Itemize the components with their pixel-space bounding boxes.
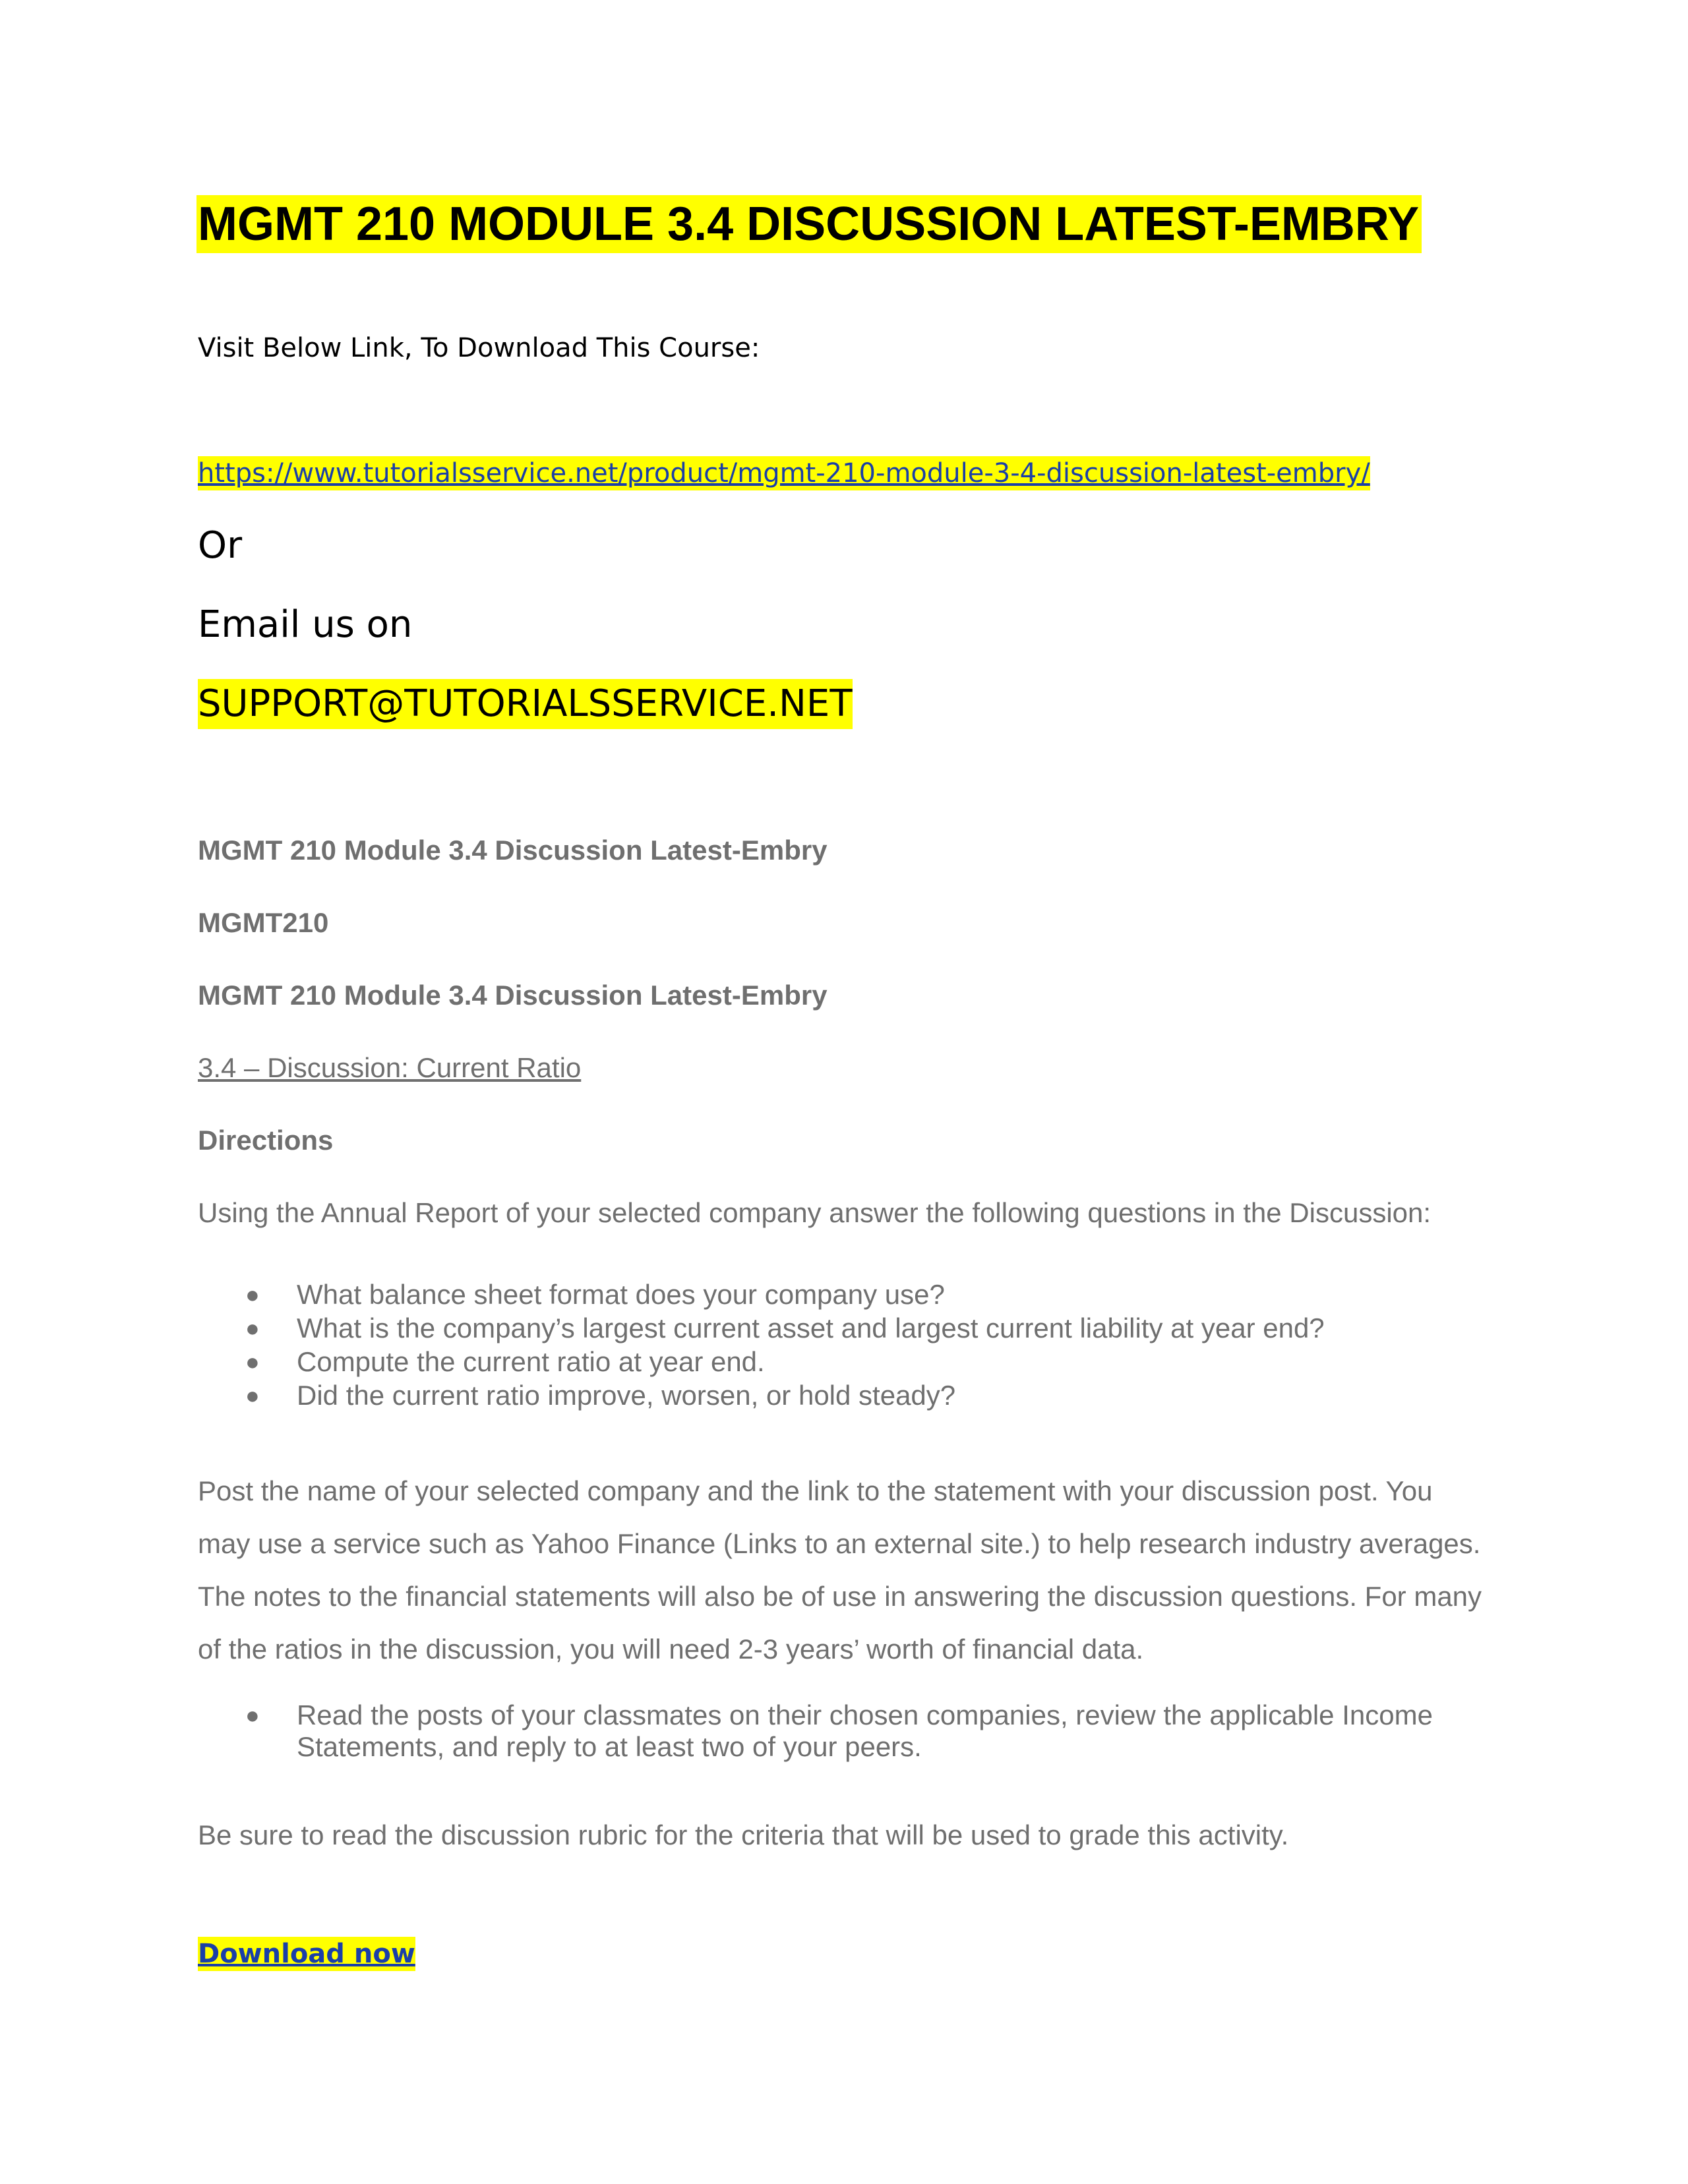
questions-list [244, 1278, 1325, 1412]
visit-instruction: Visit Below Link, To Download This Course: [198, 333, 760, 363]
list-item-text: What is the company’s largest current asset and largest current liability at year end? [297, 1313, 1325, 1343]
bullet-icon: ● [245, 1281, 260, 1308]
list-item [244, 1278, 1325, 1311]
paragraph-line: The notes to the financial statements will also be of use in answering the discussion questions. For many [198, 1581, 1482, 1612]
paragraph-line: Post the name of your selected company and the link to the statement with your discussion post. You [198, 1475, 1433, 1506]
list-item [244, 1345, 1325, 1378]
support-email[interactable]: SUPPORT@TUTORIALSSERVICE.NET [198, 679, 853, 729]
product-link[interactable]: https://www.tutorialsservice.net/product/mgmt-210-module-3-4-discussion-latest-embry/ [198, 458, 1370, 488]
bullet-icon: ● [245, 1701, 260, 1728]
list-item [244, 1378, 1325, 1412]
rubric-note: Be sure to read the discussion rubric for the criteria that will be used to grade this activity. [198, 1819, 1289, 1850]
directions-label: Directions [198, 1125, 334, 1156]
download-now-link[interactable]: Download now [198, 1939, 415, 1969]
download-link-container [198, 1937, 415, 1971]
list-item [244, 1699, 1433, 1763]
peer-reply-list [244, 1699, 1433, 1763]
list-item-text: Read the posts of your classmates on their chosen companies, review the applicable Income [297, 1699, 1433, 1730]
paragraph-line: may use a service such as Yahoo Finance (Links to an external site.) to help research industry averages. [198, 1528, 1481, 1559]
instructions-paragraph [198, 1465, 1490, 1676]
list-item-text: What balance sheet format does your company use? [297, 1279, 945, 1310]
course-code: MGMT210 [198, 907, 329, 938]
paragraph-line: of the ratios in the discussion, you will need 2-3 years’ worth of financial data. [198, 1634, 1144, 1665]
list-item-text: Compute the current ratio at year end. [297, 1346, 765, 1377]
list-item [244, 1311, 1325, 1345]
discussion-section-link[interactable]: 3.4 – Discussion: Current Ratio [198, 1052, 582, 1083]
directions-intro: Using the Annual Report of your selected company answer the following questions in the Discussion: [198, 1197, 1432, 1228]
bullet-icon: ● [245, 1348, 260, 1375]
product-link-container [198, 456, 1370, 490]
list-item-text: Did the current ratio improve, worsen, or hold steady? [297, 1380, 956, 1411]
page-title: MGMT 210 MODULE 3.4 DISCUSSION LATEST-EMBRY [196, 195, 1422, 253]
list-item-text: Statements, and reply to at least two of your peers. [297, 1731, 922, 1762]
content-subheading: MGMT 210 Module 3.4 Discussion Latest-Embry [198, 980, 828, 1011]
bullet-icon: ● [245, 1314, 260, 1342]
email-label: Email us on [198, 603, 413, 646]
or-text: Or [198, 524, 243, 567]
content-heading: MGMT 210 Module 3.4 Discussion Latest-Embry [198, 835, 828, 866]
bullet-icon: ● [245, 1382, 260, 1409]
